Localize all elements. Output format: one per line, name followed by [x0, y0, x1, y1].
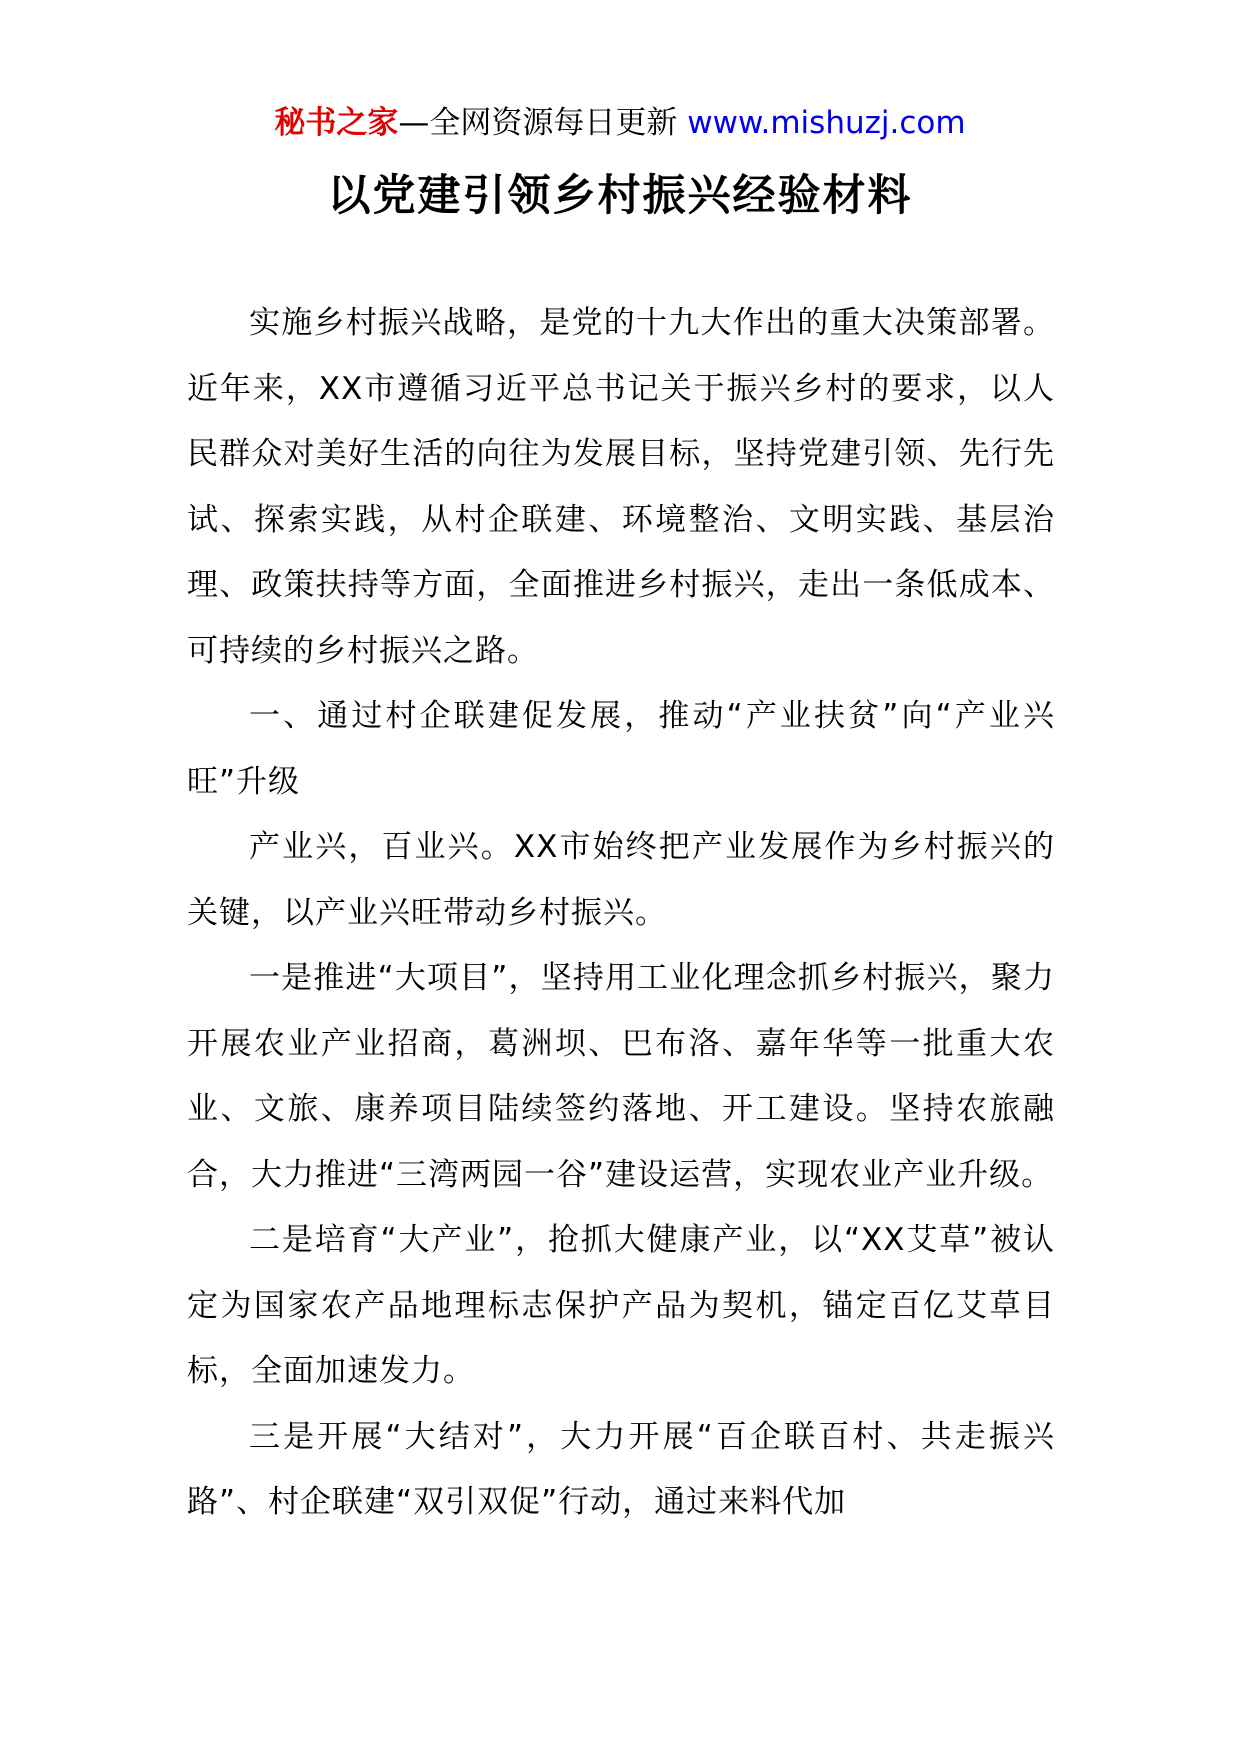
site-url[interactable]: www.mishuzj.com [687, 105, 966, 141]
brand-name: 秘书之家 [274, 105, 399, 141]
section-heading: 一、通过村企联建促发展，推动“产业扶贫”向“产业兴旺”升级 [187, 698, 1055, 800]
body-paragraph: 三是开展“大结对”，大力开展“百企联百村、共走振兴路”、村企联建“双引双促”行动，通过来料代加 [187, 1418, 1055, 1520]
document-title: 以党建引领乡村振兴经验材料 [327, 171, 913, 221]
body-paragraph: 一是推进“大项目”，坚持用工业化理念抓乡村振兴，聚力开展农业产业招商，葛洲坝、巴布洛、嘉年华等一批重大农业、文旅、康养项目陆续签约落地、开工建设。坚持农旅融合，大力推进“三湾两园一谷”建设运营，实现农业产业升级。 [187, 960, 1055, 1193]
intro-paragraph: 实施乡村振兴战略，是党的十九大作出的重大决策部署。近年来，XX市遵循习近平总书记关于振兴乡村的要求，以人民群众对美好生活的向往为发展目标，坚持党建引领、先行先试、探索实践，从村企联建、环境整治、文明实践、基层治理、政策扶持等方面，全面推进乡村振兴，走出一条低成本、可持续的乡村振兴之路。 [187, 305, 1055, 669]
body-paragraph: 二是培育“大产业”，抢抓大健康产业，以“XX艾草”被认定为国家农产品地理标志保护产品为契机，锚定百亿艾草目标，全面加速发力。 [187, 1222, 1055, 1389]
document-body [187, 291, 1055, 1536]
watermark-header [0, 100, 1240, 146]
header-tagline: —全网资源每日更新 [398, 105, 678, 141]
body-paragraph: 产业兴，百业兴。XX市始终把产业发展作为乡村振兴的关键，以产业兴旺带动乡村振兴。 [187, 829, 1055, 931]
